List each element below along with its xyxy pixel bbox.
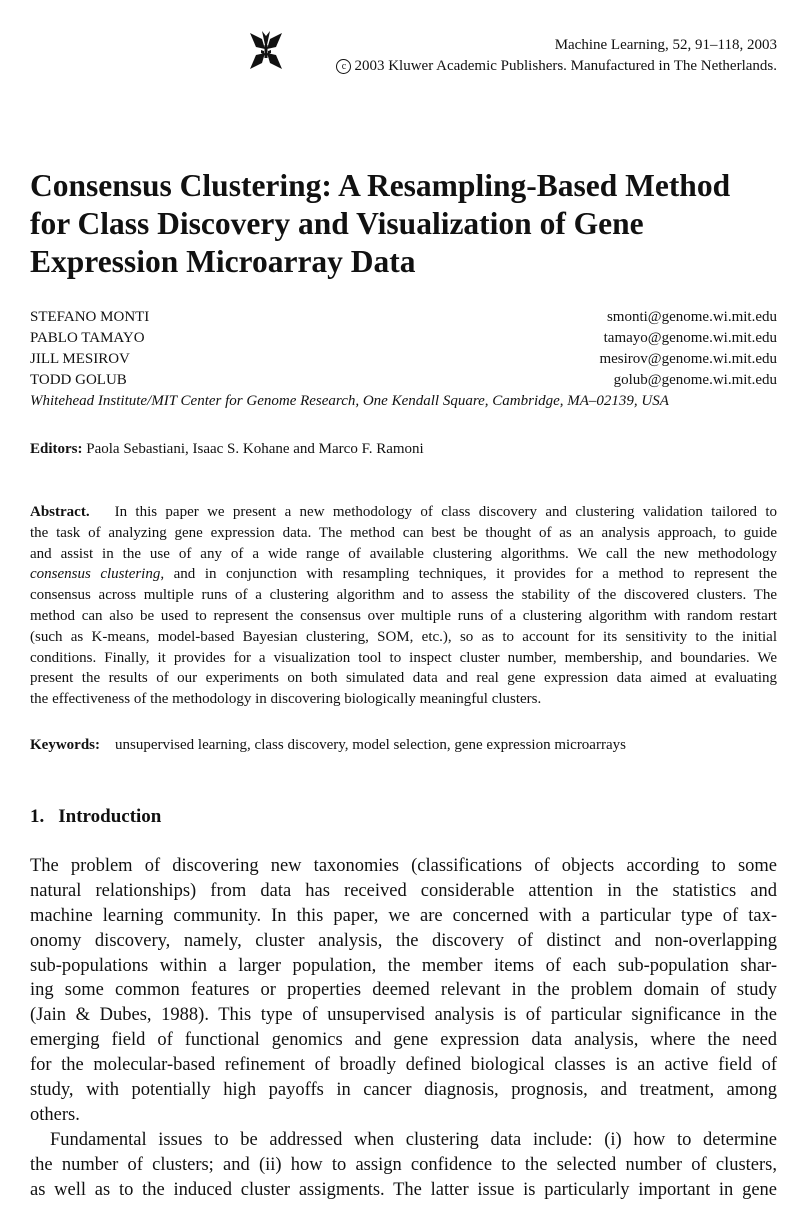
- section-number: 1.: [30, 806, 45, 827]
- title-line: Consensus Clustering: A Resampling-Based Method: [30, 168, 731, 203]
- body-line: as well as to the induced cluster assigments. The latter issue is particularly important in gene: [30, 1179, 777, 1200]
- author-block: [30, 307, 777, 412]
- author-row: [30, 307, 777, 328]
- body-line: machine learning community. In this paper, we are concerned with a particular type of tax-: [30, 905, 777, 926]
- author-email: tamayo@genome.wi.mit.edu: [603, 330, 777, 346]
- keywords-line: [30, 735, 626, 756]
- body-line: study, with potentially high payoffs in cancer diagnosis, prognosis, and treatment, among: [30, 1080, 777, 1101]
- body-line: ing some common features or properties deemed relevant in the problem domain of study: [30, 980, 777, 1001]
- body-line: The problem of discovering new taxonomies (classifications of objects according to some: [30, 856, 777, 876]
- copyright-icon: c: [336, 59, 351, 74]
- section-heading: [30, 805, 161, 829]
- keywords-text: unsupervised learning, class discovery, model selection, gene expression microarrays: [115, 737, 626, 753]
- body-line: others.: [30, 1104, 80, 1125]
- body-line: (Jain & Dubes, 1988). This type of unsupervised analysis is of particular significance in the: [30, 1005, 777, 1026]
- abstract-line: the task of analyzing gene expression data. The method can best be thought of as an analysis approach, to guide: [30, 524, 777, 541]
- introduction-body: [30, 854, 777, 1202]
- journal-citation: Machine Learning, 52, 91–118, 2003: [554, 37, 777, 53]
- abstract-line: consensus clustering, and in conjunction with resampling techniques, it provides for a method to represent the: [30, 566, 777, 583]
- title-line: Expression Microarray Data: [30, 244, 416, 279]
- body-line: the number of clusters; and (ii) how to assign confidence to the selected number of clusters,: [30, 1154, 777, 1175]
- journal-header: [30, 30, 777, 74]
- body-line: onomy discovery, namely, cluster analysis, the discovery of distinct and non-overlapping: [30, 930, 777, 951]
- emphasis-term: consensus clustering: [30, 566, 161, 583]
- author-email: golub@genome.wi.mit.edu: [613, 372, 777, 388]
- paper-title: [30, 167, 790, 281]
- author-email: smonti@genome.wi.mit.edu: [606, 309, 777, 325]
- author-email: mesirov@genome.wi.mit.edu: [599, 351, 777, 367]
- body-line: natural relationships) from data has received considerable attention in the statistics and: [30, 880, 777, 901]
- abstract-line: consensus across multiple runs of a clustering algorithm and to assess the stability of the discovered clusters. The: [30, 587, 777, 604]
- abstract-line: method can also be used to represent the consensus over multiple runs of a clustering algorithm with random restart: [30, 607, 777, 624]
- keywords-label: Keywords:: [30, 737, 100, 753]
- affiliation: Whitehead Institute/MIT Center for Genome Research, One Kendall Square, Cambridge, MA–02139, USA: [30, 393, 669, 409]
- section-title: Introduction: [58, 806, 162, 827]
- editors-line: [30, 439, 424, 460]
- author-row: [30, 349, 777, 370]
- copyright-line: [336, 56, 777, 77]
- copyright-text: 2003 Kluwer Academic Publishers. Manufactured in The Netherlands.: [354, 58, 777, 74]
- abstract-line: conditions. Finally, it provides for a visualization tool to inspect cluster number, membership, and boundaries. We: [30, 649, 777, 666]
- journal-info: [336, 35, 777, 77]
- author-name: TODD GOLUB: [30, 372, 127, 388]
- abstract-label: Abstract.: [30, 504, 90, 520]
- abstract-line: the effectiveness of the methodology in discovering biologically meaningful clusters.: [30, 691, 542, 708]
- body-line: Fundamental issues to be addressed when clustering data include: (i) how to determine: [50, 1129, 777, 1150]
- author-row: [30, 370, 777, 391]
- body-line: emerging field of functional genomics and gene expression data analysis, where the need: [30, 1030, 777, 1051]
- author-name: JILL MESIROV: [30, 351, 130, 367]
- body-line: for the molecular-based refinement of broadly defined biological classes is an active field of: [30, 1055, 777, 1076]
- publisher-logo-icon: [248, 30, 284, 72]
- abstract-line: and assist in the use of any of a wide range of available clustering algorithms. We call the new methodology: [30, 545, 777, 562]
- title-line: for Class Discovery and Visualization of Gene: [30, 206, 644, 241]
- author-row: [30, 328, 777, 349]
- author-name: PABLO TAMAYO: [30, 330, 145, 346]
- abstract-line: present the results of our experiments on both simulated data and real gene expression data aimed at evaluating: [30, 670, 777, 687]
- editors-label: Editors:: [30, 441, 83, 457]
- editors-names: Paola Sebastiani, Isaac S. Kohane and Marco F. Ramoni: [86, 441, 424, 457]
- abstract: [30, 502, 777, 710]
- abstract-line: (such as K-means, model-based Bayesian clustering, SOM, etc.), so as to account for its sensitivity to the initial: [30, 628, 777, 645]
- body-line: sub-populations within a larger population, the member items of each sub-population shar-: [30, 955, 777, 976]
- abstract-line: Abstract. In this paper we present a new methodology of class discovery and clustering validation tailored to: [30, 504, 777, 520]
- author-name: STEFANO MONTI: [30, 309, 150, 325]
